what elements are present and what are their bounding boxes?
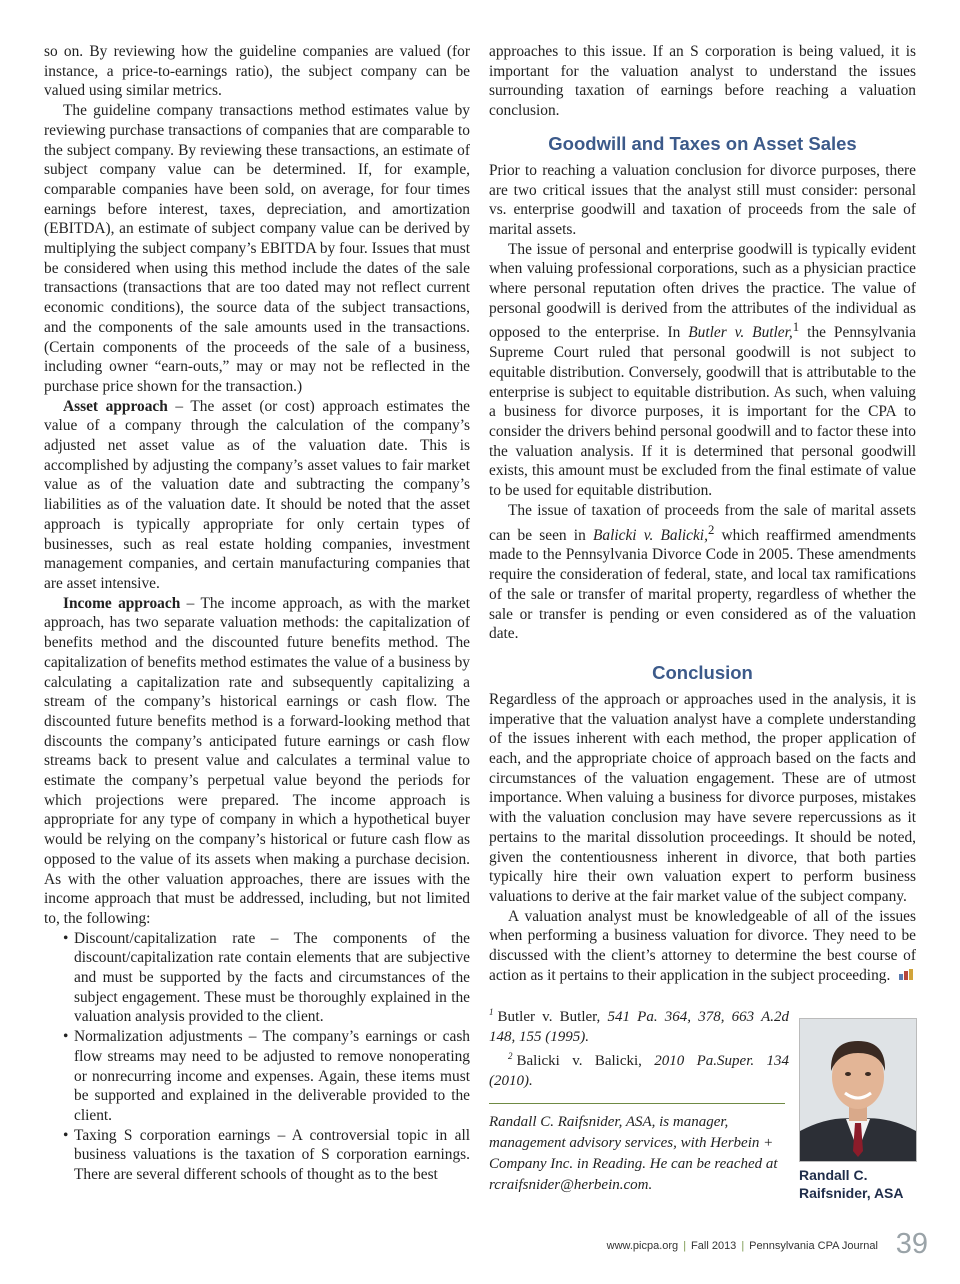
paragraph-text: The issue of personal and enterprise goodwill is typically evident when valuing professional corporations, such as a physician practice where personal reputation often drives the practice. The value of personal goodwill is derived from the attributes of the individual as opposed to the enterprise. In (489, 240, 916, 342)
divider (489, 1103, 785, 1104)
paragraph-text: The issue of taxation of proceeds from the sale of marital assets can be seen in (489, 501, 916, 544)
footnote-case: Butler v. Butler, (497, 1009, 601, 1026)
body-paragraph: The guideline company transactions method estimates value by reviewing purchase transactions of companies that are comparable to the subject company. By reviewing these transactions, an estimate of subject company value can be determined. If, for example, comparable companies have been sold, on average, for four times earnings before interest, taxes, depreciation, and amortization (EBITDA), an estimate of subject company value can be derived by multiplying the subject company’s EBITDA by four. Issues that must be considered when using this method include the dates of the sale transactions (transactions that are too dated may not reflect current economic conditions), the source data of the subject transactions, and the components of the sale amounts used in the transactions. (Certain components of the proceeds of the sale of a business, including owner “earn-outs,” may or may not be reflected in the purchase price shown for the transaction.) (44, 102, 470, 395)
body-paragraph (489, 240, 916, 501)
paragraph-text: A valuation analyst must be knowledgeable of all of the issues when performing a business valuation for divorce. They need to be discussed with the client’s attorney to determine the best course of action as it pertains to their application in the subject proceeding. (489, 907, 916, 984)
body-paragraph: Prior to reaching a valuation conclusion for divorce purposes, there are two critical issues that the analyst still must consider: personal vs. enterprise goodwill and taxation of proceeds from the sale of marital assets. (489, 161, 916, 238)
end-of-article-icon (898, 969, 914, 981)
footer-url[interactable]: www.picpa.org (606, 1240, 679, 1252)
income-approach-text: – The income approach, as with the market approach, has two separate valuation methods: the capitalization of benefits method and the discounted future benefits method. The capitalization of benefits method estimates the value of a business by calculating a capitalization rate and subsequently capitalizing a stream of the company’s historical earnings or cash flow. The discounted future benefits method is a forward-looking method that discounts the company’s anticipated future earnings or cash flow streams back to present value and calculates a terminal value to estimate the company’s perpetual value beyond the periods for which projections were prepared. The income approach is appropriate for any type of company in which a hypothetical buyer would be relying on the company’s historical or future cash flow as opposed to the value of its assets when making a purchase decision. As with the other valuation approaches, there are issues with the income approach that must be addressed, including, but not limited to, the following: (44, 594, 470, 927)
footnote-number: 1 (489, 1007, 494, 1018)
income-approach-paragraph (44, 594, 470, 929)
footnote (489, 1003, 789, 1047)
body-paragraph (489, 907, 916, 986)
footnote (489, 1047, 789, 1091)
income-approach-lead: Income approach (63, 594, 181, 612)
footnote-ref: 1 (792, 320, 800, 335)
footnote-ref: 2 (707, 522, 715, 537)
footnote-case: Balicki v. Balicki, (516, 1053, 642, 1070)
paragraph-text: the Pennsylvania Supreme Court ruled that personal goodwill is not subject to equitable distribution. Conversely, goodwill that is attributable to the enterprise is subject to equitable distribution. As such, when valuing a business for divorce purposes, it is important for the CPA to consider the drivers behind personal goodwill and to factor these into the valuation analysis. If it is determined that personal goodwill exists, this amount must be excluded from the final estimate of value to be used for equitable distribution. (489, 324, 917, 500)
footnotes (489, 1003, 789, 1196)
section-heading-goodwill: Goodwill and Taxes on Asset Sales (548, 132, 857, 154)
case-citation: Balicki v. Balicki, (592, 526, 708, 544)
footer-issue: Fall 2013 (691, 1240, 737, 1252)
footer-separator: | (741, 1240, 745, 1252)
footer-meta (607, 1240, 878, 1252)
body-paragraph: so on. By reviewing how the guideline companies are valued (for instance, a price-to-earnings ratio), the subject company can be valued using similar metrics. (44, 43, 470, 100)
footnote-number: 2 (508, 1051, 513, 1062)
asset-approach-text: – The asset (or cost) approach estimates the value of a company through the calculation of the company’s adjusted net asset value as of the valuation date. This is accomplished by adjusting the company’s asset values to fair market value as of the valuation date and subtracting the company’s liabilities as of the valuation date. It should be noted that the asset approach is typically appropriate for only certain types of businesses, such as real estate holding companies, investment management companies, and certain manufacturing companies that are asset intensive. (44, 397, 470, 592)
author-caption-line: Raifsnider, ASA (799, 1185, 904, 1201)
body-paragraph (489, 501, 916, 644)
asset-approach-paragraph (44, 397, 470, 594)
footnote-cite: 541 Pa. 364, 378, 663 A.2d 148, 155 (1995). (489, 1009, 789, 1045)
footnote-cite: 2010 Pa.Super. 134 (2010). (489, 1053, 789, 1089)
author-portrait-icon (800, 1019, 916, 1161)
income-issues-list (44, 929, 470, 1185)
left-column (44, 42, 470, 1185)
page-number: 39 (895, 1228, 928, 1260)
author-photo (799, 1018, 917, 1162)
author-bio: Randall C. Raifsnider, ASA, is manager, management advisory services, with Herbein + Company Inc. in Reading. He can be reached at rcraifsnider@herbein.com. (489, 1114, 778, 1194)
body-paragraph: Regardless of the approach or approaches used in the analysis, it is imperative that the valuation analyst have a complete understanding of the issues inherent with each method, the proper application of each, and the appropriate choice of approach based on the facts and circumstances of the valuation engagement. These are of utmost importance. When valuing a business for divorce purposes, mistakes with the valuation conclusion may have severe repercussions as it pertains to the marital dissolution proceedings. It should be noted, given the contentiousness inherent in divorce, that both parties typically hire their own valuation expert to perform business valuations to derive at the fair market value of the subject company. (489, 690, 916, 905)
paragraph-text: which reaffirmed amendments made to the Pennsylvania Divorce Code in 2005. These amendments require the consideration of federal, state, and local tax ramifications of the sale or transfer of marital property, regardless of whether the sale or transfer is pending or even considered as of the valuation date. (489, 526, 916, 643)
footer-separator: | (683, 1240, 687, 1252)
list-item: • Normalization adjustments – The company’s earnings or cash flow streams may need to be adjusted to remove nonoperating or nonrecurring income and expenses. Again, these items must be supported and explained in the deliverable provided to the client. (74, 1027, 470, 1126)
list-item: • Discount/capitalization rate – The components of the discount/capitalization rate contain elements that are subjective and must be supported by the facts and circumstances of the subject engagement. These must be thoroughly explained in the valuation analysis provided to the client. (74, 929, 470, 1028)
author-caption-line: Randall C. (799, 1167, 868, 1183)
body-paragraph: approaches to this issue. If an S corporation is being valued, it is important for the valuation analyst to understand the issues surrounding taxation of earnings before reaching a valuation conclusion. (489, 43, 916, 120)
author-caption (799, 1166, 929, 1202)
footer-publication: Pennsylvania CPA Journal (749, 1240, 878, 1252)
case-citation: Butler v. Butler, (688, 324, 793, 342)
asset-approach-lead: Asset approach (63, 397, 168, 415)
section-heading-conclusion: Conclusion (652, 661, 753, 683)
list-item: • Taxing S corporation earnings – A controversial topic in all business valuations is the taxation of S corporation earnings. There are several different schools of thought as to the best (74, 1126, 470, 1185)
page-footer (540, 1228, 940, 1262)
